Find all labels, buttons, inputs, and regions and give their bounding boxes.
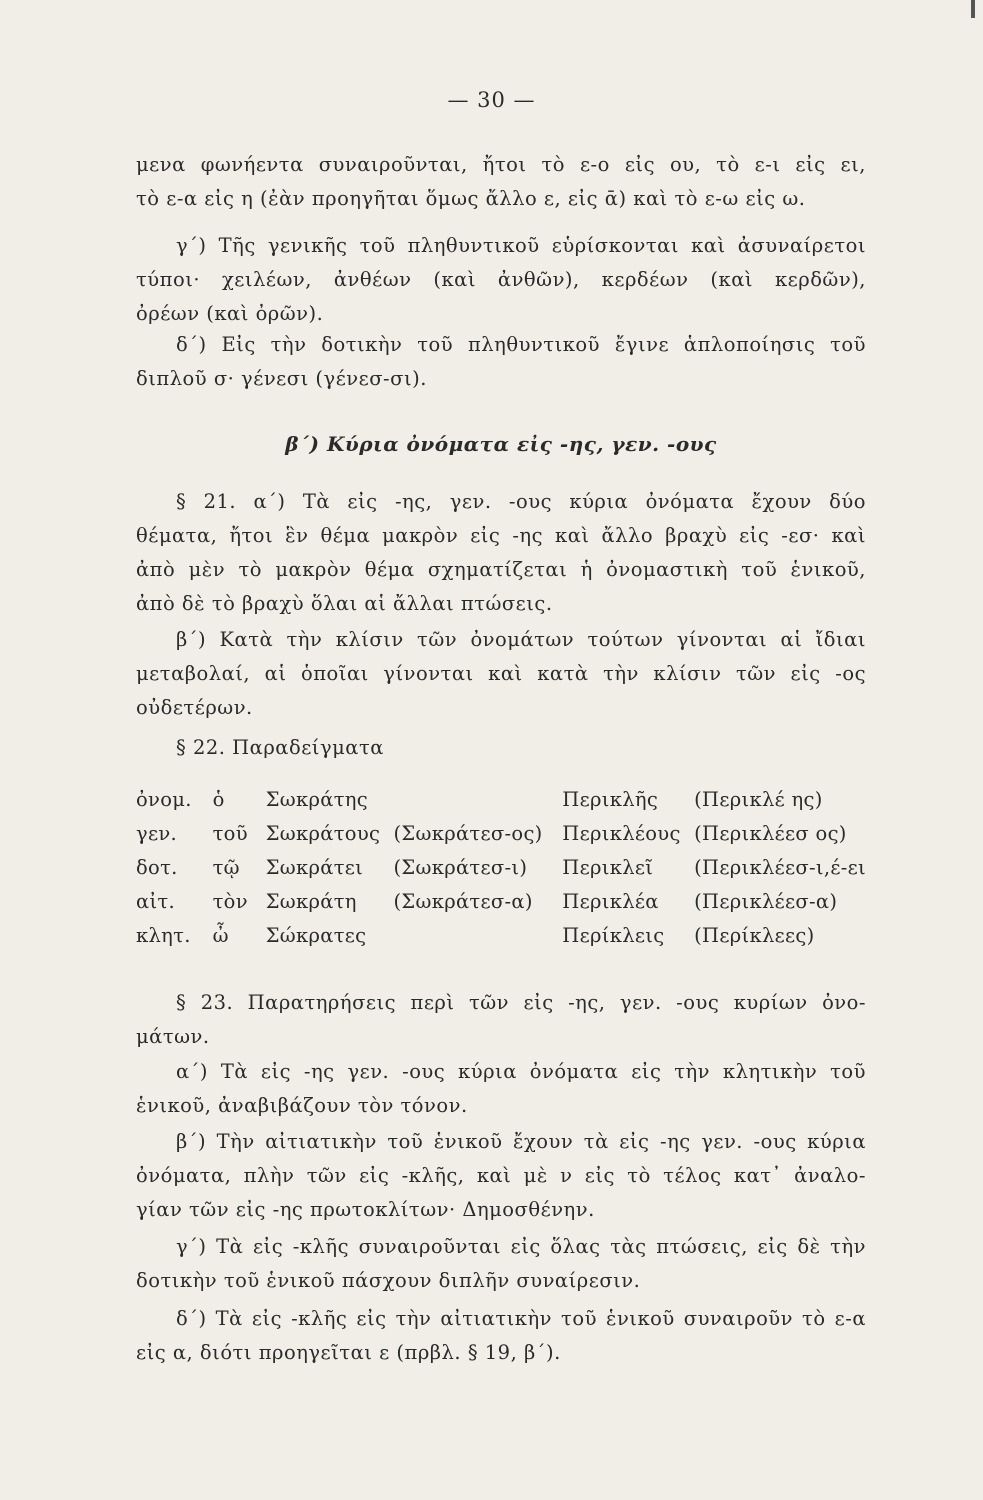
paradigm-cell-form2: Περικλέα: [562, 890, 659, 913]
paradigm-row: [136, 885, 866, 919]
section-22-title: [136, 731, 866, 765]
page-edge-mark: [971, 0, 975, 18]
paradigm-cell-base1: [394, 919, 563, 953]
section-23-paragraph-a: [136, 1055, 866, 1123]
text-line: θέματα, ἤτοι ἓν θέμα μακρὸν εἰς -ης καὶ ἄλλο βραχὺ εἰς -εσ· καὶ: [136, 524, 866, 547]
text-line: διπλοῦ σ· γένεσι (γένεσ-σι).: [136, 367, 427, 390]
text-line: § 23. Παρατηρήσεις περὶ τῶν εἰς -ης, γεν. -ους κυρίων ὀνο-: [176, 991, 866, 1014]
section-23-title: [136, 986, 866, 1054]
paradigm-table-wrap: [136, 783, 866, 953]
paradigm-cell-base2: (Περικλέεσ-ι,έ-ει: [694, 856, 866, 879]
paradigm-cell-case: δοτ.: [136, 856, 178, 879]
text-line: β΄) Τὴν αἰτιατικὴν τοῦ ἑνικοῦ ἔχουν τὰ εἰς -ης γεν. -ους κύρια: [176, 1130, 866, 1153]
paradigm-cell-case: γεν.: [136, 822, 178, 845]
paradigm-cell-case: ὀνομ.: [136, 788, 192, 811]
text-line: ἑνικοῦ, ἀναβιβάζουν τὸν τόνον.: [136, 1094, 468, 1117]
paradigm-row: [136, 851, 866, 885]
paradigm-cell-form1: Σωκράτη: [265, 890, 357, 913]
paradigm-row: [136, 783, 866, 817]
paradigm-cell-base1: (Σωκράτεσ-ος): [393, 822, 543, 845]
text-line: § 22. Παραδείγματα: [176, 736, 384, 759]
paradigm-row: [136, 919, 866, 953]
paradigm-cell-base2: (Περικλέ ης): [694, 788, 823, 811]
section-23-paragraph-c: [136, 1230, 866, 1298]
paradigm-cell-form2: Περίκλεις: [562, 924, 665, 947]
section-heading: β΄) Κύρια ὀνόματα εἰς -ης, γεν. -ους: [285, 432, 717, 456]
paradigm-cell-base1: [394, 783, 563, 817]
paradigm-table: [136, 783, 866, 953]
section-23-paragraph-d: [136, 1302, 866, 1370]
paradigm-cell-form1: Σωκράτης: [265, 788, 368, 811]
paradigm-cell-base1: (Σωκράτεσ-α): [393, 890, 533, 913]
text-line: ἀπὸ μὲν τὸ μακρὸν θέμα σχηματίζεται ἡ ὀνομαστικὴ τοῦ ἑνικοῦ,: [136, 558, 866, 581]
section-21-paragraph-b: [136, 623, 866, 725]
text-line: δ΄) Εἰς τὴν δοτικὴν τοῦ πληθυντικοῦ ἔγινε ἁπλοποίησις τοῦ: [176, 333, 866, 356]
paradigm-cell-form2: Περικλῆς: [562, 788, 659, 811]
text-line: τὸ ε-α εἰς η (ἐὰν προηγῆται ὅμως ἄλλο ε, εἰς ᾱ) καὶ τὸ ε-ω εἰς ω.: [136, 187, 806, 210]
paradigm-cell-base2: (Περικλέεσ ος): [694, 822, 847, 845]
text-line: γ΄) Τῆς γενικῆς τοῦ πληθυντικοῦ εὑρίσκονται καὶ ἀσυναίρετοι: [176, 234, 866, 257]
text-line: δοτικὴν τοῦ ἑνικοῦ πάσχουν διπλῆν συναίρεσιν.: [136, 1269, 641, 1292]
text-line: μεταβολαί, αἱ ὁποῖαι γίνονται καὶ κατὰ τὴν κλίσιν τῶν εἰς -ος: [136, 662, 866, 685]
text-line: μάτων.: [136, 1025, 210, 1048]
text-line: εἰς α, διότι προηγεῖται ε (πρβλ. § 19, β΄).: [136, 1341, 561, 1364]
text-line: οὐδετέρων.: [136, 696, 253, 719]
paradigm-cell-article: ὁ: [212, 788, 225, 811]
paradigm-cell-case: αἰτ.: [136, 890, 176, 913]
paradigm-row: [136, 817, 866, 851]
paradigm-cell-form2: Περικλέους: [562, 822, 681, 845]
intro-paragraph: [136, 148, 866, 216]
gamma-paragraph: [136, 229, 866, 331]
text-line: ὀνόματα, πλὴν τῶν εἰς -κλῆς, καὶ μὲ ν εἰς τὸ τέλος κατ᾿ ἀναλο-: [136, 1164, 866, 1187]
paradigm-cell-base2: (Περικλέεσ-α): [694, 890, 838, 913]
paradigm-cell-form1: Σώκρατες: [265, 924, 367, 947]
paradigm-cell-form1: Σωκράτους: [265, 822, 381, 845]
page-number: — 30 —: [447, 88, 536, 112]
text-line: γ΄) Τὰ εἰς -κλῆς συναιροῦνται εἰς ὅλας τὰς πτώσεις, εἰς δὲ τὴν: [176, 1235, 866, 1258]
paradigm-cell-base1: (Σωκράτεσ-ι): [393, 856, 528, 879]
paradigm-cell-article: τοῦ: [212, 822, 248, 845]
section-21-paragraph-a: [136, 485, 866, 621]
text-line: μενα φωνήεντα συναιροῦνται, ἤτοι τὸ ε-ο εἰς ου, τὸ ε-ι εἰς ει,: [136, 153, 866, 176]
text-line: § 21. α΄) Τὰ εἰς -ης, γεν. -ους κύρια ὀνόματα ἔχουν δύο: [176, 490, 866, 513]
paradigm-cell-form2: Περικλεῖ: [562, 856, 654, 879]
paradigm-cell-article: ὦ: [212, 924, 229, 947]
text-line: γίαν τῶν εἰς -ης πρωτοκλίτων· Δημοσθένην.: [136, 1198, 595, 1221]
text-line: τύποι· χειλέων, ἀνθέων (καὶ ἀνθῶν), κερδέων (καὶ κερδῶν),: [136, 268, 866, 291]
paradigm-cell-article: τὸν: [212, 890, 248, 913]
text-line: δ΄) Τὰ εἰς -κλῆς εἰς τὴν αἰτιατικὴν τοῦ ἑνικοῦ συναιροῦν τὸ ε-α: [176, 1307, 866, 1330]
paradigm-cell-case: κλητ.: [136, 924, 191, 947]
paradigm-cell-base2: (Περίκλεες): [694, 924, 815, 947]
text-line: ὀρέων (καὶ ὀρῶν).: [136, 302, 324, 325]
text-line: ἀπὸ δὲ τὸ βραχὺ ὅλαι αἱ ἄλλαι πτώσεις.: [136, 592, 553, 615]
delta-paragraph: [136, 328, 866, 396]
paradigm-cell-form1: Σωκράτει: [265, 856, 364, 879]
text-line: α΄) Τὰ εἰς -ης γεν. -ους κύρια ὀνόματα εἰς τὴν κλητικὴν τοῦ: [176, 1060, 866, 1083]
text-line: β΄) Κατὰ τὴν κλίσιν τῶν ὀνομάτων τούτων γίνονται αἱ ἴδιαι: [176, 628, 866, 651]
section-23-paragraph-b: [136, 1125, 866, 1227]
paradigm-cell-article: τῷ: [212, 856, 240, 879]
